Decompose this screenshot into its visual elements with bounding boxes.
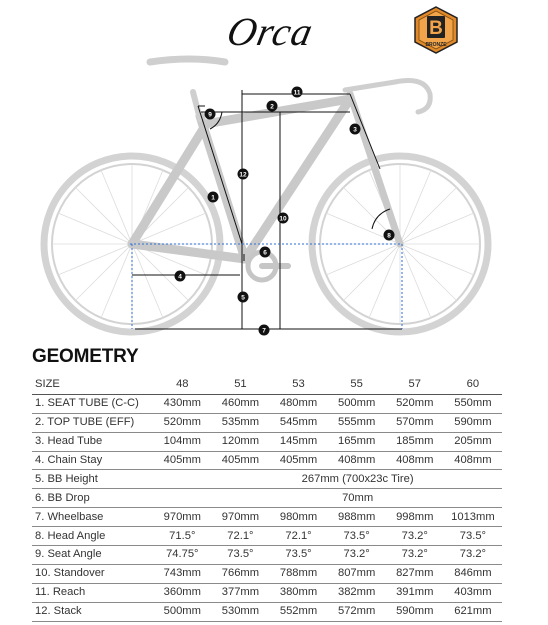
row-value: 403mm xyxy=(444,583,502,602)
row-value: 590mm xyxy=(386,602,444,621)
row-label: 3. Head Tube xyxy=(32,432,153,451)
row-value: 846mm xyxy=(444,564,502,583)
row-value: 807mm xyxy=(328,564,386,583)
row-value: 550mm xyxy=(444,394,502,413)
row-value: 73.2° xyxy=(444,546,502,565)
row-value: 71.5° xyxy=(153,527,211,546)
table-row xyxy=(32,602,502,621)
row-value: 590mm xyxy=(444,413,502,432)
row-label: 1. SEAT TUBE (C-C) xyxy=(32,394,153,413)
row-value: 73.5° xyxy=(269,546,327,565)
table-row xyxy=(32,508,502,527)
row-value: 205mm xyxy=(444,432,502,451)
row-value: 408mm xyxy=(444,451,502,470)
row-label: 6. BB Drop xyxy=(32,489,153,508)
row-value: 73.5° xyxy=(444,527,502,546)
row-value: 72.1° xyxy=(269,527,327,546)
row-value: 535mm xyxy=(211,413,269,432)
size-col-header: 51 xyxy=(211,376,269,394)
dim-marker-11 xyxy=(292,87,303,98)
svg-text:1: 1 xyxy=(211,194,215,202)
dim-marker-1 xyxy=(208,192,219,203)
saddle xyxy=(150,59,225,62)
row-value: 480mm xyxy=(269,394,327,413)
row-label: 8. Head Angle xyxy=(32,527,153,546)
row-value: 73.5° xyxy=(211,546,269,565)
row-value: 377mm xyxy=(211,583,269,602)
svg-text:10: 10 xyxy=(279,215,287,223)
bike-illustration xyxy=(44,59,488,335)
size-col-header: 48 xyxy=(153,376,211,394)
row-label: 12. Stack xyxy=(32,602,153,621)
row-label: 2. TOP TUBE (EFF) xyxy=(32,413,153,432)
dim-marker-3 xyxy=(350,124,361,135)
row-label: 10. Standover xyxy=(32,564,153,583)
dim-marker-12 xyxy=(238,169,249,180)
dim-marker-2 xyxy=(267,101,278,112)
svg-text:5: 5 xyxy=(241,294,245,302)
table-row xyxy=(32,546,502,565)
row-value: 827mm xyxy=(386,564,444,583)
row-value: 500mm xyxy=(153,602,211,621)
row-value: 552mm xyxy=(269,602,327,621)
badge-text: BRONZE xyxy=(425,42,447,48)
size-col-header: 55 xyxy=(328,376,386,394)
badge-letter: B xyxy=(429,18,443,39)
table-row xyxy=(32,394,502,413)
row-value: 73.2° xyxy=(386,546,444,565)
row-value: 743mm xyxy=(153,564,211,583)
row-value: 988mm xyxy=(328,508,386,527)
size-col-header: 60 xyxy=(444,376,502,394)
row-value: 145mm xyxy=(269,432,327,451)
svg-text:9: 9 xyxy=(208,111,212,119)
row-value: 405mm xyxy=(153,451,211,470)
dim-marker-5 xyxy=(238,292,249,303)
svg-text:2: 2 xyxy=(270,103,274,111)
table-row xyxy=(32,470,502,489)
row-value: 980mm xyxy=(269,508,327,527)
row-value: 185mm xyxy=(386,432,444,451)
geometry-table-body xyxy=(32,394,502,621)
dim-marker-10 xyxy=(278,213,289,224)
row-value-span: 267mm (700x23c Tire) xyxy=(153,470,502,489)
row-value: 104mm xyxy=(153,432,211,451)
dim-marker-9 xyxy=(205,109,216,120)
size-header: SIZE xyxy=(32,376,153,394)
svg-text:4: 4 xyxy=(178,273,182,281)
row-label: 7. Wheelbase xyxy=(32,508,153,527)
geometry-table xyxy=(32,376,502,622)
row-label: 11. Reach xyxy=(32,583,153,602)
row-value: 73.5° xyxy=(328,527,386,546)
table-row xyxy=(32,489,502,508)
row-value: 408mm xyxy=(386,451,444,470)
row-value: 73.2° xyxy=(328,546,386,565)
row-value: 73.2° xyxy=(386,527,444,546)
handlebar xyxy=(395,81,430,113)
dim-marker-4 xyxy=(175,271,186,282)
row-value: 520mm xyxy=(386,394,444,413)
table-row xyxy=(32,413,502,432)
row-value: 165mm xyxy=(328,432,386,451)
table-row xyxy=(32,564,502,583)
row-label: 5. BB Height xyxy=(32,470,153,489)
size-col-header: 57 xyxy=(386,376,444,394)
svg-text:7: 7 xyxy=(262,327,266,335)
row-value: 408mm xyxy=(328,451,386,470)
row-label: 4. Chain Stay xyxy=(32,451,153,470)
row-value: 520mm xyxy=(153,413,211,432)
geometry-title: GEOMETRY xyxy=(32,346,139,367)
row-value: 72.1° xyxy=(211,527,269,546)
row-value: 460mm xyxy=(211,394,269,413)
brand-header xyxy=(0,0,548,60)
row-label: 9. Seat Angle xyxy=(32,546,153,565)
svg-text:6: 6 xyxy=(263,249,267,257)
svg-text:12: 12 xyxy=(239,171,247,179)
row-value: 970mm xyxy=(211,508,269,527)
table-row xyxy=(32,583,502,602)
row-value: 545mm xyxy=(269,413,327,432)
row-value: 555mm xyxy=(328,413,386,432)
dim-marker-8 xyxy=(384,230,395,241)
row-value: 380mm xyxy=(269,583,327,602)
row-value: 970mm xyxy=(153,508,211,527)
row-value-span: 70mm xyxy=(153,489,502,508)
row-value: 530mm xyxy=(211,602,269,621)
row-value: 360mm xyxy=(153,583,211,602)
row-value: 391mm xyxy=(386,583,444,602)
table-row xyxy=(32,527,502,546)
row-value: 570mm xyxy=(386,413,444,432)
row-value: 500mm xyxy=(328,394,386,413)
table-row xyxy=(32,432,502,451)
svg-text:8: 8 xyxy=(387,232,391,240)
row-value: 382mm xyxy=(328,583,386,602)
row-value: 621mm xyxy=(444,602,502,621)
row-value: 74.75° xyxy=(153,546,211,565)
table-row xyxy=(32,451,502,470)
size-header-row xyxy=(32,376,502,394)
bike-geometry-diagram xyxy=(0,54,548,344)
row-value: 405mm xyxy=(211,451,269,470)
dim-marker-7 xyxy=(259,325,270,336)
row-value: 1013mm xyxy=(444,508,502,527)
svg-text:3: 3 xyxy=(353,126,357,134)
model-logo: Orca xyxy=(223,9,318,54)
row-value: 766mm xyxy=(211,564,269,583)
size-col-header: 53 xyxy=(269,376,327,394)
svg-text:11: 11 xyxy=(293,89,301,97)
row-value: 430mm xyxy=(153,394,211,413)
row-value: 788mm xyxy=(269,564,327,583)
row-value: 405mm xyxy=(269,451,327,470)
row-value: 572mm xyxy=(328,602,386,621)
row-value: 998mm xyxy=(386,508,444,527)
row-value: 120mm xyxy=(211,432,269,451)
dim-marker-6 xyxy=(260,247,271,258)
bronze-badge xyxy=(414,6,458,54)
